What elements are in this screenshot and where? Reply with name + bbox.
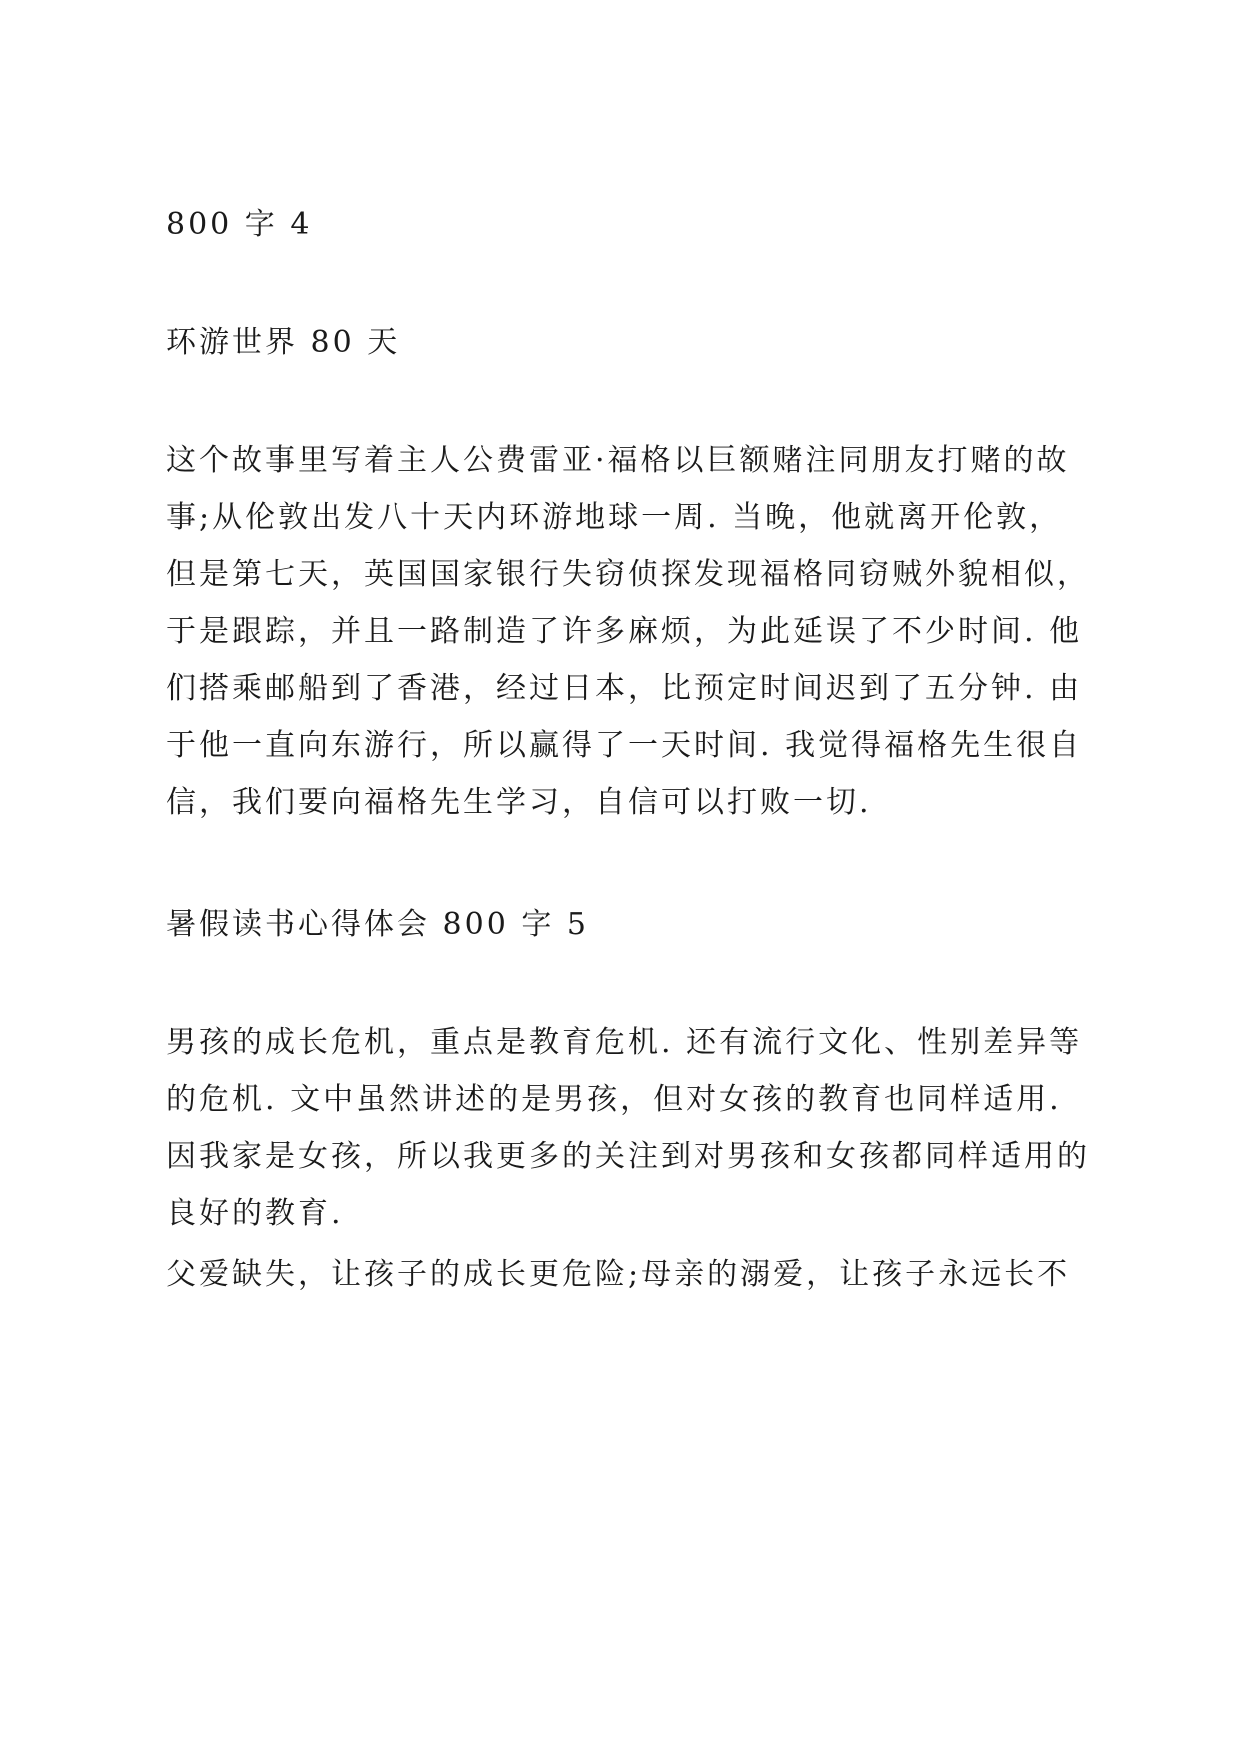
paragraph-boys-crisis	[166, 1014, 1096, 1242]
text-line: 800 字 4	[166, 207, 313, 242]
section-title-around-world	[166, 314, 1096, 371]
text-line: 但是第七天，英国国家银行失窃侦探发现福格同窃贼外貌相似，	[166, 557, 1090, 592]
section-heading-4	[166, 196, 1096, 253]
text-line: 于是跟踪，并且一路制造了许多麻烦，为此延误了不少时间. 他	[166, 614, 1083, 649]
section-heading-5	[166, 896, 1096, 953]
text-line: 良好的教育.	[166, 1196, 344, 1231]
text-line: 男孩的成长危机，重点是教育危机. 还有流行文化、性别差异等	[166, 1025, 1083, 1060]
text-line: 父爱缺失，让孩子的成长更危险;母亲的溺爱，让孩子永远长不	[166, 1257, 1071, 1292]
text-line: 信，我们要向福格先生学习，自信可以打败一切.	[166, 785, 872, 820]
text-line: 们搭乘邮船到了香港，经过日本，比预定时间迟到了五分钟. 由	[166, 671, 1083, 706]
text-line: 事;从伦敦出发八十天内环游地球一周. 当晚，他就离开伦敦，	[166, 500, 1063, 535]
text-line: 暑假读书心得体会 800 字 5	[166, 907, 589, 942]
text-line: 因我家是女孩，所以我更多的关注到对男孩和女孩都同样适用的	[166, 1139, 1090, 1174]
text-line: 环游世界 80 天	[166, 325, 401, 360]
paragraph-around-world	[166, 432, 1096, 831]
text-line: 的危机. 文中虽然讲述的是男孩，但对女孩的教育也同样适用.	[166, 1082, 1062, 1117]
text-line: 于他一直向东游行，所以赢得了一天时间. 我觉得福格先生很自	[166, 728, 1083, 763]
paragraph-father-love	[166, 1246, 1096, 1303]
text-line: 这个故事里写着主人公费雷亚·福格以巨额赌注同朋友打赌的故	[166, 443, 1070, 478]
